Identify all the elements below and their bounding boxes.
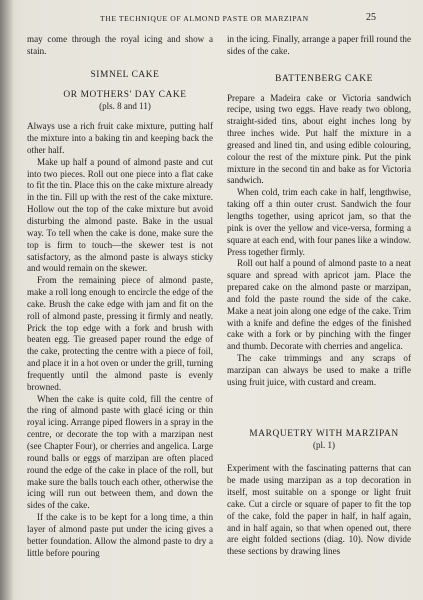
- marquetry-paragraph-1: Experiment with the fascinating patterns that can be made using marzipan as a top decoration in itself, most suitable on a sponge or light fruit cake. Cut a circle or square of paper to fit the top of the cake, fold the paper in half, in half again, and in half again, so that when opened out, there are eight folded sections (diag. 10). Now divide these sections by drawing lines: [227, 463, 411, 557]
- running-head: THE TECHNIQUE OF ALMOND PASTE OR MARZIPAN: [100, 14, 309, 23]
- carry-over-text: may come through the royal icing and show a stain.: [27, 34, 213, 56]
- mothers-day-cake-heading: OR MOTHERS' DAY CAKE: [63, 89, 187, 100]
- simnel-paragraph-4: When the cake is quite cold, fill the centre of the ring of almond paste with glacé icing or thin royal icing. Arrange piped flowers in a spray in the centre, or decorate the top with a marzipan nest (see Chapter Four), or cherries and angelica. Large round balls or eggs of marzipan are often placed round the edge of the cake in place of the roll, but make sure the balls touch each other, otherwise the icing will run out between them, and down the sides of the cake.: [27, 393, 213, 511]
- marquetry-plate-reference: (pl. 1): [313, 440, 335, 451]
- page-number: 25: [366, 12, 376, 23]
- marquetry-heading: MARQUETRY WITH MARZIPAN: [249, 428, 399, 439]
- simnel-paragraph-3: From the remaining piece of almond paste, make a roll long enough to encircle the edge of the cake. Brush the cake edge with jam and fit on the roll of almond paste, pressing it firmly and neatly. Prick the top edge with a fork and brush with beaten egg. Tie greased paper round the edge of the cake, protecting the centre with a piece of foil, and place it in a hot oven or under the grill, turning frequently until the almond paste is evenly browned.: [27, 275, 213, 392]
- battenberg-paragraph-1: Prepare a Madeira cake or Victoria sandwich recipe, using two eggs. Have ready two oblong, straight-sided tins, about eight inches long by three inches wide. Put half the mixture in a greased and lined tin, and using edible colouring, colour the rest of the mixture pink. Put the pink mixture in the second tin and bake as for Victoria sandwich.: [227, 92, 411, 186]
- right-column: [227, 34, 411, 558]
- battenberg-paragraph-2: When cold, trim each cake in half, lengthwise, taking off a thin outer crust. Sandwich the four lengths together, using apricot jam, so that the pink is over the yellow and vice-versa, forming a square at each end, with four panes like a window. Press together firmly.: [227, 187, 411, 257]
- simnel-paragraph-2: Make up half a pound of almond paste and cut into two pieces. Roll out one piece into a flat cake to fit the tin. Place this on the cake mixture already in the tin. Fill up with the rest of the cake mixture. Hollow out the top of the cake mixture but avoid disturbing the almond paste. Bake in the usual way. To tell when the cake is done, make sure the top is firm to touch—the skewer test is not satisfactory, as the almond paste is always sticky and would remain on the skewer.: [27, 156, 213, 274]
- simnel-paragraph-1: Always use a rich fruit cake mixture, putting half the mixture into a baking tin and keeping back the other half.: [27, 121, 213, 155]
- left-column: [27, 34, 213, 559]
- simnel-plates-reference: (pls. 8 and 11): [99, 101, 151, 112]
- battenberg-cake-heading: BATTENBERG CAKE: [275, 73, 373, 84]
- simnel-paragraph-5: If the cake is to be kept for a long time, a thin layer of almond paste put under the icing gives a better foundation. Allow the almond paste to dry a little before pouring: [27, 512, 213, 558]
- simnel-cake-heading: SIMNEL CAKE: [90, 69, 160, 80]
- carry-over-text-right: in the icing. Finally, arrange a paper frill round the sides of the cake.: [227, 34, 412, 56]
- battenberg-paragraph-4: The cake trimmings and any scraps of marzipan can always be used to make a trifle using fruit juice, with custard and cream.: [227, 353, 411, 387]
- battenberg-paragraph-3: Roll out half a pound of almond paste to a neat square and spread with apricot jam. Place the prepared cake on the almond paste or marzipan, and fold the paste round the side of the cake. Make a neat join along one edge of the cake. Trim with a knife and define the edges of the finished cake with a fork or by pinching with the finger and thumb. Decorate with cherries and angelica.: [227, 258, 411, 352]
- page-gutter-shadow: [0, 0, 14, 600]
